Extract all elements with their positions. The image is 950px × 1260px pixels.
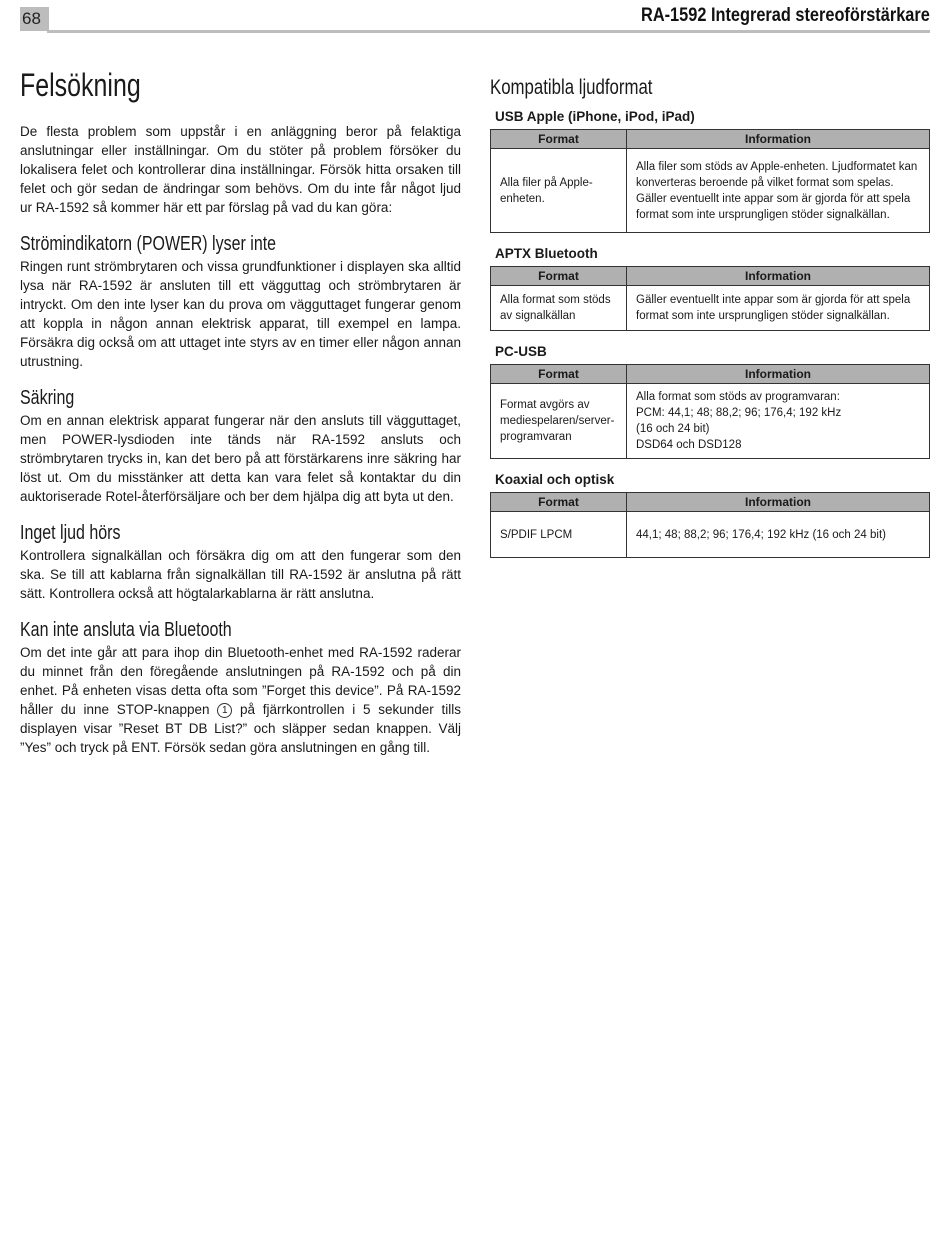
table-header-row [491,130,930,149]
document-title: RA-1592 Integrerad stereoförstärkare [641,5,930,26]
table-row [491,384,930,459]
stop-button-callout-icon: 1 [217,703,232,718]
table-header-row [491,493,930,512]
table-heading: USB Apple (iPhone, iPod, iPad) [495,109,695,124]
section-heading: Strömindikatorn (POWER) lyser inte [20,233,277,255]
section-fuse [20,385,461,506]
compatible-formats-title: Kompatibla ljudformat [490,76,653,99]
table-row [491,512,930,558]
section-power [20,231,461,371]
information-cell: 44,1; 48; 88,2; 96; 176,4; 192 kHz (16 och 24 bit) [627,512,930,558]
column-header-format: Format [491,130,627,149]
info-line: DSD64 och DSD128 [636,439,742,451]
column-header-format: Format [491,493,627,512]
information-cell: Gäller eventuellt inte appar som är gjorda för att spela format som inte ursprungligen stöder signalkällan. [627,286,930,331]
format-table-pc-usb [490,343,930,459]
table-row [491,149,930,233]
table-header-row [491,365,930,384]
table-heading: Koaxial och optisk [495,472,615,487]
format-cell: S/PDIF LPCM [491,512,627,558]
section-heading: Kan inte ansluta via Bluetooth [20,619,232,641]
column-header-format: Format [491,267,627,286]
table-heading: PC-USB [495,344,547,359]
column-header-information: Information [627,130,930,149]
column-header-information: Information [627,267,930,286]
format-cell: Format avgörs av mediespelaren/server-programvaran [491,384,627,459]
section-no-sound [20,520,461,603]
format-cell: Alla filer på Apple-enheten. [491,149,627,233]
section-heading: Säkring [20,387,75,409]
format-table [490,129,930,233]
table-row [491,286,930,331]
section-text [20,643,461,757]
section-text: Ringen runt strömbrytaren och vissa grundfunktioner i displayen ska alltid lysa när RA-1592 är ansluten till ett vägguttag och strömbrytaren är intryckt. Om den inte lyser kan du prova om vägguttaget fungerar genom att koppla in någon annan elektrisk apparat, till exempel en lampa. Försäkra dig också om att uttaget inte styrs av en timer eller någon annan utrustning. [20,259,461,369]
page-header [20,5,930,33]
column-header-information: Information [627,493,930,512]
troubleshooting-column [20,64,461,757]
section-text: Kontrollera signalkällan och försäkra dig om att den fungerar som den ska. Se till att kablarna från signalkällan till RA-1592 är anslutna på rätt sätt. Kontrollera också att högtalarkablarna är rätt anslutna. [20,548,461,601]
compatible-formats-column [490,74,930,570]
section-text: Om en annan elektrisk apparat fungerar när den ansluts till vägguttaget, men POWER-lysdioden inte tänds när RA-1592 ansluts och strömbrytaren trycks in, kan det bero på att förstärkarens inre säkring har löst ut. Om du misstänker att detta kan vara felet så kontaktar du din auktoriserade Rotel-återförsäljare och ber dem hjälpa dig att byta ut den. [20,413,461,504]
page-number: 68 [20,7,49,31]
info-line: (16 och 24 bit) [636,423,710,435]
format-table-usb-apple [490,108,930,233]
page-title: Felsökning [20,67,141,103]
format-table [490,492,930,558]
information-cell: Alla filer som stöds av Apple-enheten. Ljudformatet kan konverteras beroende på vilket format som spelas. Gäller eventuellt inte appar som är gjorda för att spela format som inte ursprungligen stöder signalkällan. [627,149,930,233]
table-heading: APTX Bluetooth [495,246,598,261]
table-header-row [491,267,930,286]
section-bluetooth [20,617,461,757]
information-cell [627,384,930,459]
text-part: Om det inte går att para ihop din Bluetooth-enhet med RA-1592 raderar du minnet från den föregående anslutningen på RA-1592 och på din enhet. På enheten visas detta ofta som ”Forget this device”. På RA-1592 håller du inne STOP-knappen [20,645,461,717]
column-header-information: Information [627,365,930,384]
format-cell: Alla format som stöds av signalkällan [491,286,627,331]
section-heading: Inget ljud hörs [20,522,121,544]
intro-paragraph: De flesta problem som uppstår i en anläggning beror på felaktiga anslutningar eller inställningar. Om du stöter på problem försöker du lokalisera felet och kontrollerar dina inställningar. Försök hitta orsaken till felet och gör sedan de ändringar som behövs. Om du inte får något ljud ur RA-1592 så kommer här ett par förslag på vad du kan göra: [20,124,461,215]
format-table [490,266,930,331]
format-table-coax-optical [490,471,930,558]
format-table [490,364,930,459]
format-table-aptx [490,245,930,331]
column-header-format: Format [491,365,627,384]
header-rule [47,30,930,33]
info-line: PCM: 44,1; 48; 88,2; 96; 176,4; 192 kHz [636,407,842,419]
text-part: på fjärrkontrollen i 5 sekunder tills displayen visar ”Reset BT DB List?” och släpper sedan knappen. Välj ”Yes” och tryck på ENT. Försök sedan göra anslutningen en gång till. [20,702,461,755]
info-line: Alla format som stöds av programvaran: [636,391,840,403]
